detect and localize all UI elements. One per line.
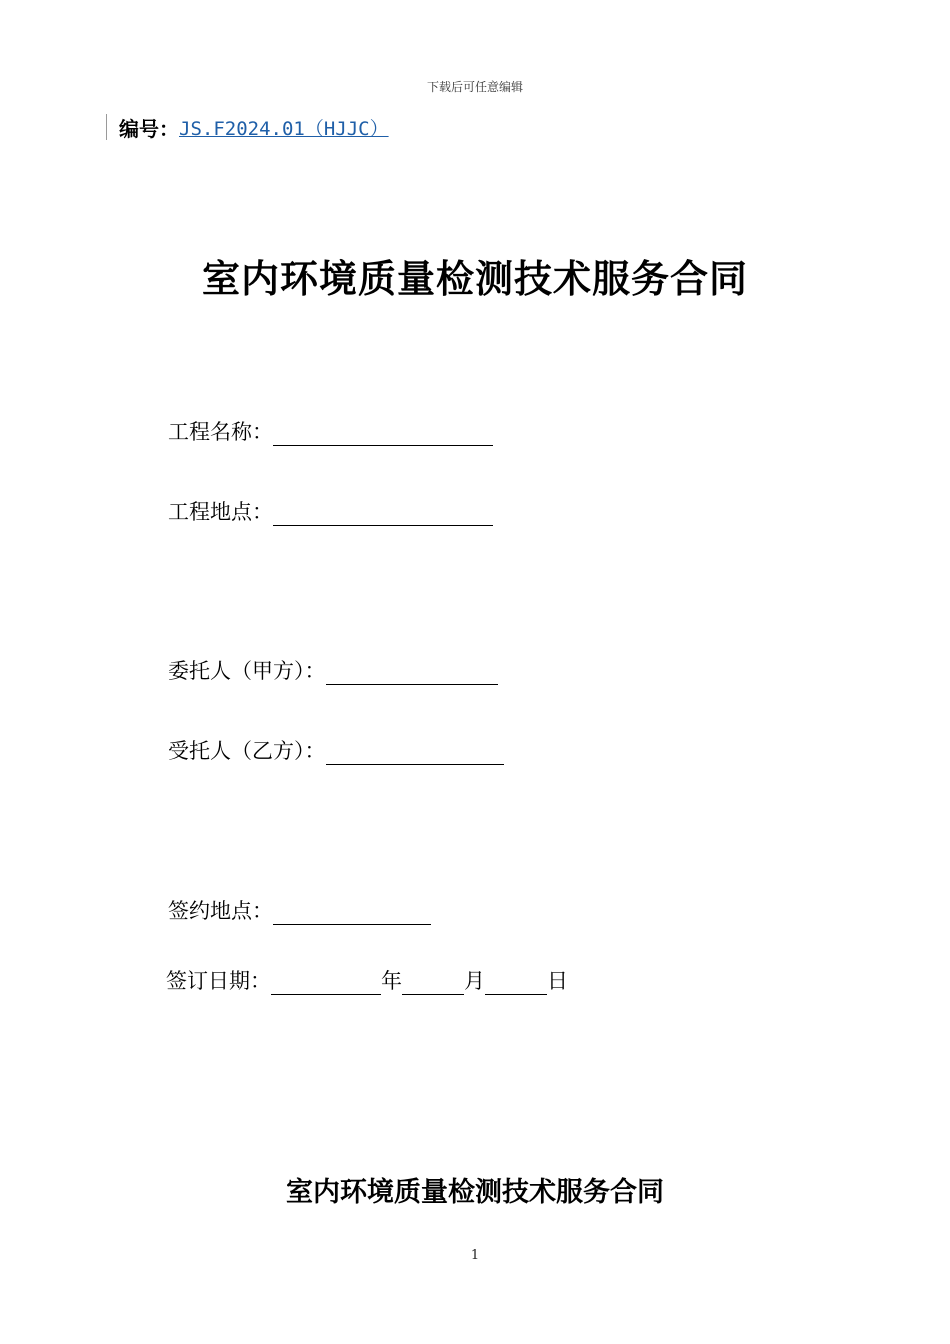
client-field — [168, 655, 498, 685]
page-title: 室内环境质量检测技术服务合同 — [201, 256, 748, 301]
project-name-field — [168, 416, 493, 446]
section-title: 室内环境质量检测技术服务合同 — [286, 1177, 664, 1208]
client-label: 委托人（甲方）： — [168, 659, 326, 683]
project-location-label: 工程地点： — [168, 500, 273, 524]
document-number — [106, 114, 397, 140]
signing-date-field — [166, 965, 568, 995]
page-number: 1 — [470, 1248, 480, 1263]
month-label: 月 — [464, 969, 485, 993]
client-blank[interactable] — [326, 662, 498, 685]
signing-place-field — [168, 895, 431, 925]
project-location-blank[interactable] — [273, 503, 493, 526]
project-name-blank[interactable] — [273, 423, 493, 446]
header-note: 下载后可任意编辑 — [426, 80, 523, 94]
signing-date-label: 签订日期： — [166, 969, 271, 993]
month-blank[interactable] — [402, 972, 464, 995]
signing-place-blank[interactable] — [273, 902, 431, 925]
year-label: 年 — [381, 969, 402, 993]
signing-place-label: 签约地点： — [168, 899, 273, 923]
project-location-field — [168, 496, 493, 526]
contractor-field — [168, 735, 504, 765]
document-number-link[interactable]: JS.F2024.01（HJJC） — [179, 117, 389, 140]
day-blank[interactable] — [485, 972, 547, 995]
project-name-label: 工程名称： — [168, 420, 273, 444]
contractor-blank[interactable] — [326, 742, 504, 765]
year-blank[interactable] — [271, 972, 381, 995]
contractor-label: 受托人（乙方）： — [168, 739, 326, 763]
day-label: 日 — [547, 969, 568, 993]
document-number-label: 编号： — [119, 116, 179, 141]
